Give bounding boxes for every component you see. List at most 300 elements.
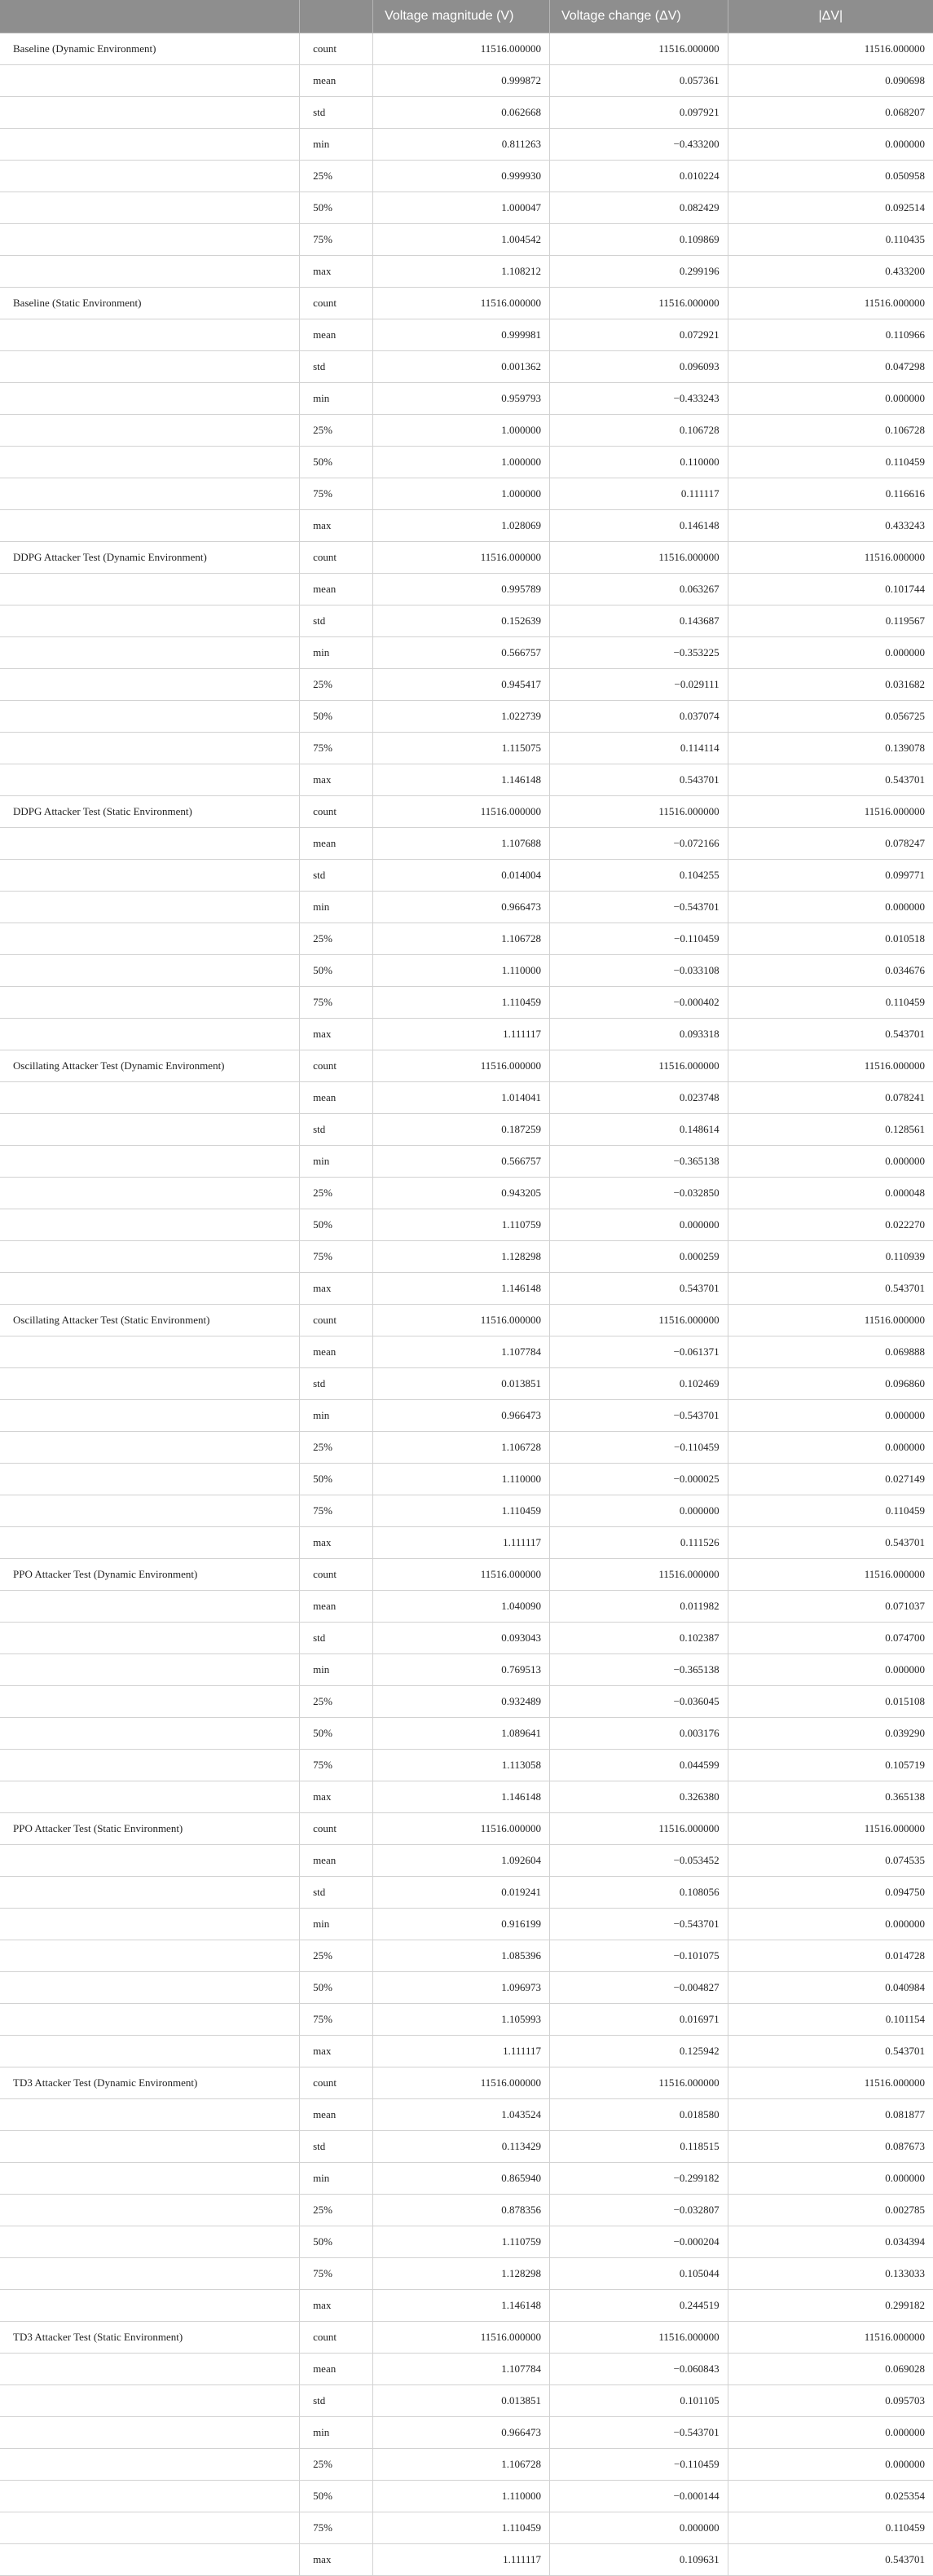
voltage-magnitude-cell: 1.111117 (373, 2544, 550, 2576)
test-label-cell (0, 1336, 300, 1368)
table-row (0, 1082, 933, 1114)
voltage-magnitude-cell: 0.959793 (373, 383, 550, 415)
voltage-change-cell: −0.053452 (549, 1845, 728, 1877)
table-row (0, 574, 933, 605)
statistic-cell: count (300, 2067, 373, 2099)
voltage-change-cell: −0.433200 (549, 129, 728, 161)
voltage-change-cell: 0.023748 (549, 1082, 728, 1114)
voltage-change-cell: 0.101105 (549, 2385, 728, 2417)
statistic-cell: std (300, 2385, 373, 2417)
table-row (0, 2544, 933, 2576)
statistic-cell: 75% (300, 2258, 373, 2290)
voltage-magnitude-cell: 11516.000000 (373, 2067, 550, 2099)
voltage-magnitude-cell: 1.092604 (373, 1845, 550, 1877)
voltage-magnitude-cell: 1.110759 (373, 1209, 550, 1241)
table-row (0, 2258, 933, 2290)
statistic-cell: max (300, 256, 373, 288)
test-label-cell (0, 1909, 300, 1940)
voltage-change-cell: 11516.000000 (549, 1813, 728, 1845)
abs-voltage-change-cell: 0.014728 (728, 1940, 933, 1972)
statistic-cell: std (300, 351, 373, 383)
statistic-cell: max (300, 510, 373, 542)
table-row (0, 637, 933, 669)
abs-voltage-change-cell: 0.000000 (728, 383, 933, 415)
test-label-cell (0, 1400, 300, 1432)
voltage-magnitude-cell: 0.945417 (373, 669, 550, 701)
voltage-change-cell: 0.082429 (549, 192, 728, 224)
voltage-magnitude-cell: 1.146148 (373, 764, 550, 796)
table-row (0, 415, 933, 447)
voltage-magnitude-cell: 11516.000000 (373, 288, 550, 319)
test-label-cell (0, 1432, 300, 1464)
header-row (0, 0, 933, 33)
statistic-cell: mean (300, 1591, 373, 1623)
abs-voltage-change-cell: 0.000000 (728, 637, 933, 669)
voltage-magnitude-cell: 1.000000 (373, 447, 550, 478)
abs-voltage-change-cell: 0.099771 (728, 860, 933, 892)
test-label-cell (0, 510, 300, 542)
voltage-magnitude-cell: 1.128298 (373, 1241, 550, 1273)
voltage-change-cell: 11516.000000 (549, 2067, 728, 2099)
abs-voltage-change-cell: 11516.000000 (728, 288, 933, 319)
voltage-magnitude-cell: 0.943205 (373, 1178, 550, 1209)
test-label-cell (0, 1718, 300, 1750)
table-row (0, 1400, 933, 1432)
voltage-magnitude-cell: 0.769513 (373, 1654, 550, 1686)
voltage-magnitude-cell: 1.111117 (373, 1527, 550, 1559)
abs-voltage-change-cell: 11516.000000 (728, 1050, 933, 1082)
abs-voltage-change-cell: 11516.000000 (728, 1559, 933, 1591)
voltage-change-cell: 0.010224 (549, 161, 728, 192)
statistic-cell: count (300, 796, 373, 828)
table-row (0, 2131, 933, 2163)
voltage-change-cell: 0.003176 (549, 1718, 728, 1750)
abs-voltage-change-cell: 0.128561 (728, 1114, 933, 1146)
test-label-cell (0, 415, 300, 447)
abs-voltage-change-cell: 0.543701 (728, 1273, 933, 1305)
test-label-cell: Oscillating Attacker Test (Dynamic Environment) (0, 1050, 300, 1082)
voltage-magnitude-cell: 11516.000000 (373, 1813, 550, 1845)
voltage-magnitude-cell: 1.107784 (373, 1336, 550, 1368)
statistic-cell: count (300, 288, 373, 319)
table-row (0, 1750, 933, 1781)
abs-voltage-change-cell: 0.101744 (728, 574, 933, 605)
voltage-change-cell: −0.353225 (549, 637, 728, 669)
statistic-cell: 50% (300, 1209, 373, 1241)
statistic-cell: std (300, 860, 373, 892)
voltage-magnitude-cell: 0.995789 (373, 574, 550, 605)
voltage-change-cell: 0.106728 (549, 415, 728, 447)
statistic-cell: mean (300, 1845, 373, 1877)
table-row (0, 1336, 933, 1368)
voltage-change-cell: −0.036045 (549, 1686, 728, 1718)
voltage-change-cell: 0.148614 (549, 1114, 728, 1146)
voltage-magnitude-cell: 0.001362 (373, 351, 550, 383)
table-row (0, 2099, 933, 2131)
statistic-cell: min (300, 383, 373, 415)
statistic-cell: 50% (300, 2226, 373, 2258)
statistic-cell: min (300, 637, 373, 669)
statistic-cell: std (300, 1368, 373, 1400)
abs-voltage-change-cell: 0.299182 (728, 2290, 933, 2322)
voltage-magnitude-cell: 1.089641 (373, 1718, 550, 1750)
voltage-change-cell: 0.016971 (549, 2004, 728, 2036)
abs-voltage-change-cell: 11516.000000 (728, 2322, 933, 2354)
abs-voltage-change-cell: 0.096860 (728, 1368, 933, 1400)
statistic-cell: 25% (300, 923, 373, 955)
test-label-cell (0, 65, 300, 97)
table-row (0, 955, 933, 987)
statistic-cell: min (300, 129, 373, 161)
abs-voltage-change-cell: 0.000048 (728, 1178, 933, 1209)
abs-voltage-change-cell: 0.110435 (728, 224, 933, 256)
abs-voltage-change-cell: 0.022270 (728, 1209, 933, 1241)
voltage-change-cell: 11516.000000 (549, 542, 728, 574)
abs-voltage-change-cell: 0.433200 (728, 256, 933, 288)
test-label-cell: TD3 Attacker Test (Static Environment) (0, 2322, 300, 2354)
voltage-change-cell: 0.111117 (549, 478, 728, 510)
statistic-cell: max (300, 2036, 373, 2067)
abs-voltage-change-cell: 0.000000 (728, 1432, 933, 1464)
test-label-cell (0, 955, 300, 987)
statistic-cell: 75% (300, 478, 373, 510)
test-label-cell (0, 192, 300, 224)
voltage-change-cell: −0.033108 (549, 955, 728, 987)
voltage-magnitude-cell: 0.966473 (373, 892, 550, 923)
test-label-cell: TD3 Attacker Test (Dynamic Environment) (0, 2067, 300, 2099)
test-label-cell (0, 1845, 300, 1877)
voltage-magnitude-cell: 1.105993 (373, 2004, 550, 2036)
abs-voltage-change-cell: 0.000000 (728, 1654, 933, 1686)
abs-voltage-change-cell: 0.094750 (728, 1877, 933, 1909)
statistic-cell: std (300, 97, 373, 129)
abs-voltage-change-cell: 0.133033 (728, 2258, 933, 2290)
abs-voltage-change-cell: 0.116616 (728, 478, 933, 510)
abs-voltage-change-cell: 0.027149 (728, 1464, 933, 1495)
voltage-change-cell: −0.032807 (549, 2195, 728, 2226)
table-row (0, 542, 933, 574)
test-label-cell (0, 923, 300, 955)
voltage-change-cell: 0.063267 (549, 574, 728, 605)
voltage-change-cell: 0.000000 (549, 1209, 728, 1241)
voltage-magnitude-cell: 1.028069 (373, 510, 550, 542)
test-label-cell (0, 97, 300, 129)
abs-voltage-change-cell: 0.106728 (728, 415, 933, 447)
table-row (0, 2290, 933, 2322)
header-voltage-change: Voltage change (ΔV) (549, 0, 728, 33)
statistic-cell: max (300, 2544, 373, 2576)
test-label-cell (0, 447, 300, 478)
test-label-cell (0, 987, 300, 1019)
voltage-magnitude-cell: 1.043524 (373, 2099, 550, 2131)
table-row (0, 1178, 933, 1209)
test-label-cell (0, 1178, 300, 1209)
table-row (0, 351, 933, 383)
statistic-cell: std (300, 2131, 373, 2163)
voltage-magnitude-cell: 1.000000 (373, 415, 550, 447)
voltage-change-cell: 0.108056 (549, 1877, 728, 1909)
test-label-cell (0, 2512, 300, 2544)
abs-voltage-change-cell: 0.365138 (728, 1781, 933, 1813)
voltage-change-cell: 0.543701 (549, 764, 728, 796)
voltage-change-cell: 0.143687 (549, 605, 728, 637)
statistic-cell: min (300, 1400, 373, 1432)
voltage-magnitude-cell: 1.110000 (373, 955, 550, 987)
voltage-magnitude-cell: 11516.000000 (373, 542, 550, 574)
abs-voltage-change-cell: 0.000000 (728, 2449, 933, 2481)
test-label-cell (0, 1209, 300, 1241)
test-label-cell (0, 669, 300, 701)
statistic-cell: 75% (300, 1495, 373, 1527)
abs-voltage-change-cell: 0.040984 (728, 1972, 933, 2004)
test-label-cell (0, 1273, 300, 1305)
abs-voltage-change-cell: 0.074700 (728, 1623, 933, 1654)
statistic-cell: mean (300, 1082, 373, 1114)
abs-voltage-change-cell: 0.000000 (728, 129, 933, 161)
voltage-change-cell: 11516.000000 (549, 1559, 728, 1591)
test-label-cell: PPO Attacker Test (Dynamic Environment) (0, 1559, 300, 1591)
test-label-cell (0, 2385, 300, 2417)
statistic-cell: max (300, 1527, 373, 1559)
voltage-magnitude-cell: 1.146148 (373, 1273, 550, 1305)
statistic-cell: mean (300, 828, 373, 860)
voltage-magnitude-cell: 0.999872 (373, 65, 550, 97)
statistic-cell: std (300, 1623, 373, 1654)
statistic-cell: std (300, 605, 373, 637)
table-row (0, 1114, 933, 1146)
test-label-cell (0, 733, 300, 764)
table-row (0, 1146, 933, 1178)
statistic-cell: count (300, 1559, 373, 1591)
statistic-cell: 50% (300, 447, 373, 478)
voltage-change-cell: 0.114114 (549, 733, 728, 764)
statistic-cell: 25% (300, 669, 373, 701)
abs-voltage-change-cell: 0.110459 (728, 447, 933, 478)
voltage-magnitude-cell: 0.566757 (373, 637, 550, 669)
voltage-change-cell: 0.037074 (549, 701, 728, 733)
statistic-cell: count (300, 1813, 373, 1845)
voltage-change-cell: 0.299196 (549, 256, 728, 288)
test-label-cell (0, 828, 300, 860)
table-row (0, 2449, 933, 2481)
voltage-change-cell: 11516.000000 (549, 288, 728, 319)
table-row (0, 1241, 933, 1273)
voltage-magnitude-cell: 0.013851 (373, 1368, 550, 1400)
abs-voltage-change-cell: 0.078241 (728, 1082, 933, 1114)
voltage-change-cell: 0.000259 (549, 1241, 728, 1273)
abs-voltage-change-cell: 0.071037 (728, 1591, 933, 1623)
table-row (0, 224, 933, 256)
voltage-change-cell: −0.543701 (549, 892, 728, 923)
table-row (0, 2354, 933, 2385)
abs-voltage-change-cell: 0.069888 (728, 1336, 933, 1368)
test-label-cell (0, 2099, 300, 2131)
test-label-cell (0, 860, 300, 892)
voltage-magnitude-cell: 0.062668 (373, 97, 550, 129)
statistic-cell: 50% (300, 192, 373, 224)
abs-voltage-change-cell: 0.078247 (728, 828, 933, 860)
test-label-cell (0, 161, 300, 192)
table-row (0, 2004, 933, 2036)
table-row (0, 1940, 933, 1972)
test-label-cell (0, 1368, 300, 1400)
test-label-cell (0, 1146, 300, 1178)
voltage-change-cell: −0.004827 (549, 1972, 728, 2004)
voltage-magnitude-cell: 0.093043 (373, 1623, 550, 1654)
test-label-cell: Baseline (Static Environment) (0, 288, 300, 319)
abs-voltage-change-cell: 0.074535 (728, 1845, 933, 1877)
abs-voltage-change-cell: 0.081877 (728, 2099, 933, 2131)
voltage-magnitude-cell: 0.152639 (373, 605, 550, 637)
abs-voltage-change-cell: 0.090698 (728, 65, 933, 97)
statistic-cell: max (300, 2290, 373, 2322)
voltage-magnitude-cell: 0.916199 (373, 1909, 550, 1940)
statistic-cell: 75% (300, 2512, 373, 2544)
table-row (0, 1813, 933, 1845)
abs-voltage-change-cell: 0.110459 (728, 987, 933, 1019)
voltage-change-cell: 11516.000000 (549, 1305, 728, 1336)
test-label-cell (0, 1686, 300, 1718)
voltage-change-cell: −0.433243 (549, 383, 728, 415)
test-label-cell: Oscillating Attacker Test (Static Environment) (0, 1305, 300, 1336)
statistic-cell: mean (300, 65, 373, 97)
voltage-magnitude-cell: 0.013851 (373, 2385, 550, 2417)
table-row (0, 1050, 933, 1082)
test-label-cell (0, 1464, 300, 1495)
table-row (0, 796, 933, 828)
voltage-change-cell: −0.110459 (549, 1432, 728, 1464)
statistic-cell: 25% (300, 415, 373, 447)
voltage-change-cell: 11516.000000 (549, 796, 728, 828)
test-label-cell (0, 1750, 300, 1781)
voltage-magnitude-cell: 1.110000 (373, 1464, 550, 1495)
statistic-cell: 25% (300, 1432, 373, 1464)
table-row (0, 1559, 933, 1591)
voltage-change-cell: 0.125942 (549, 2036, 728, 2067)
voltage-change-cell: 0.111526 (549, 1527, 728, 1559)
statistic-cell: count (300, 1305, 373, 1336)
table-header (0, 0, 933, 33)
abs-voltage-change-cell: 0.056725 (728, 701, 933, 733)
abs-voltage-change-cell: 0.000000 (728, 1146, 933, 1178)
voltage-magnitude-cell: 0.966473 (373, 1400, 550, 1432)
test-label-cell (0, 2195, 300, 2226)
test-label-cell (0, 2449, 300, 2481)
voltage-change-cell: −0.101075 (549, 1940, 728, 1972)
voltage-magnitude-cell: 0.932489 (373, 1686, 550, 1718)
statistic-cell: count (300, 33, 373, 65)
voltage-change-cell: −0.032850 (549, 1178, 728, 1209)
voltage-change-cell: 0.000000 (549, 1495, 728, 1527)
voltage-magnitude-cell: 1.004542 (373, 224, 550, 256)
table-row (0, 1368, 933, 1400)
voltage-change-cell: −0.029111 (549, 669, 728, 701)
table-row (0, 2036, 933, 2067)
abs-voltage-change-cell: 0.068207 (728, 97, 933, 129)
table-row (0, 97, 933, 129)
statistic-cell: min (300, 1909, 373, 1940)
statistic-cell: std (300, 1114, 373, 1146)
voltage-change-cell: 0.096093 (549, 351, 728, 383)
table-row (0, 1495, 933, 1527)
test-label-cell (0, 2163, 300, 2195)
table-row (0, 65, 933, 97)
test-label-cell: Baseline (Dynamic Environment) (0, 33, 300, 65)
test-label-cell (0, 1972, 300, 2004)
table-row (0, 256, 933, 288)
test-label-cell (0, 892, 300, 923)
test-label-cell (0, 383, 300, 415)
statistic-cell: max (300, 1273, 373, 1305)
abs-voltage-change-cell: 0.110939 (728, 1241, 933, 1273)
table-row (0, 1209, 933, 1241)
voltage-magnitude-cell: 1.040090 (373, 1591, 550, 1623)
table-row (0, 1527, 933, 1559)
test-label-cell (0, 2481, 300, 2512)
table-row (0, 1686, 933, 1718)
voltage-change-cell: 0.097921 (549, 97, 728, 129)
table-row (0, 1654, 933, 1686)
voltage-magnitude-cell: 0.019241 (373, 1877, 550, 1909)
statistic-cell: 75% (300, 987, 373, 1019)
voltage-magnitude-cell: 1.108212 (373, 256, 550, 288)
table-row (0, 701, 933, 733)
voltage-magnitude-cell: 0.999981 (373, 319, 550, 351)
voltage-change-cell: 0.000000 (549, 2512, 728, 2544)
voltage-change-cell: 0.326380 (549, 1781, 728, 1813)
table-row (0, 2067, 933, 2099)
voltage-magnitude-cell: 1.110459 (373, 1495, 550, 1527)
table-row (0, 987, 933, 1019)
voltage-change-cell: 0.011982 (549, 1591, 728, 1623)
test-label-cell (0, 1877, 300, 1909)
voltage-magnitude-cell: 0.966473 (373, 2417, 550, 2449)
table-row (0, 1909, 933, 1940)
statistic-cell: 25% (300, 1940, 373, 1972)
voltage-change-cell: −0.365138 (549, 1654, 728, 1686)
abs-voltage-change-cell: 0.543701 (728, 1019, 933, 1050)
voltage-change-cell: −0.543701 (549, 1909, 728, 1940)
voltage-change-cell: 0.093318 (549, 1019, 728, 1050)
abs-voltage-change-cell: 0.105719 (728, 1750, 933, 1781)
test-label-cell (0, 2131, 300, 2163)
statistic-cell: mean (300, 2354, 373, 2385)
statistic-cell: max (300, 1781, 373, 1813)
table-row (0, 383, 933, 415)
table-row (0, 1877, 933, 1909)
voltage-change-cell: 0.104255 (549, 860, 728, 892)
abs-voltage-change-cell: 0.000000 (728, 2163, 933, 2195)
voltage-change-cell: −0.000144 (549, 2481, 728, 2512)
test-label-cell (0, 351, 300, 383)
statistic-cell: 25% (300, 161, 373, 192)
voltage-magnitude-cell: 1.146148 (373, 1781, 550, 1813)
table-row (0, 2512, 933, 2544)
statistic-cell: max (300, 1019, 373, 1050)
table-row (0, 478, 933, 510)
statistic-cell: min (300, 2417, 373, 2449)
table-row (0, 192, 933, 224)
table-row (0, 1781, 933, 1813)
statistic-cell: count (300, 1050, 373, 1082)
statistic-cell: 25% (300, 1178, 373, 1209)
table-row (0, 33, 933, 65)
test-label-cell (0, 1591, 300, 1623)
table-row (0, 288, 933, 319)
statistic-cell: 75% (300, 733, 373, 764)
test-label-cell (0, 319, 300, 351)
table-row (0, 860, 933, 892)
